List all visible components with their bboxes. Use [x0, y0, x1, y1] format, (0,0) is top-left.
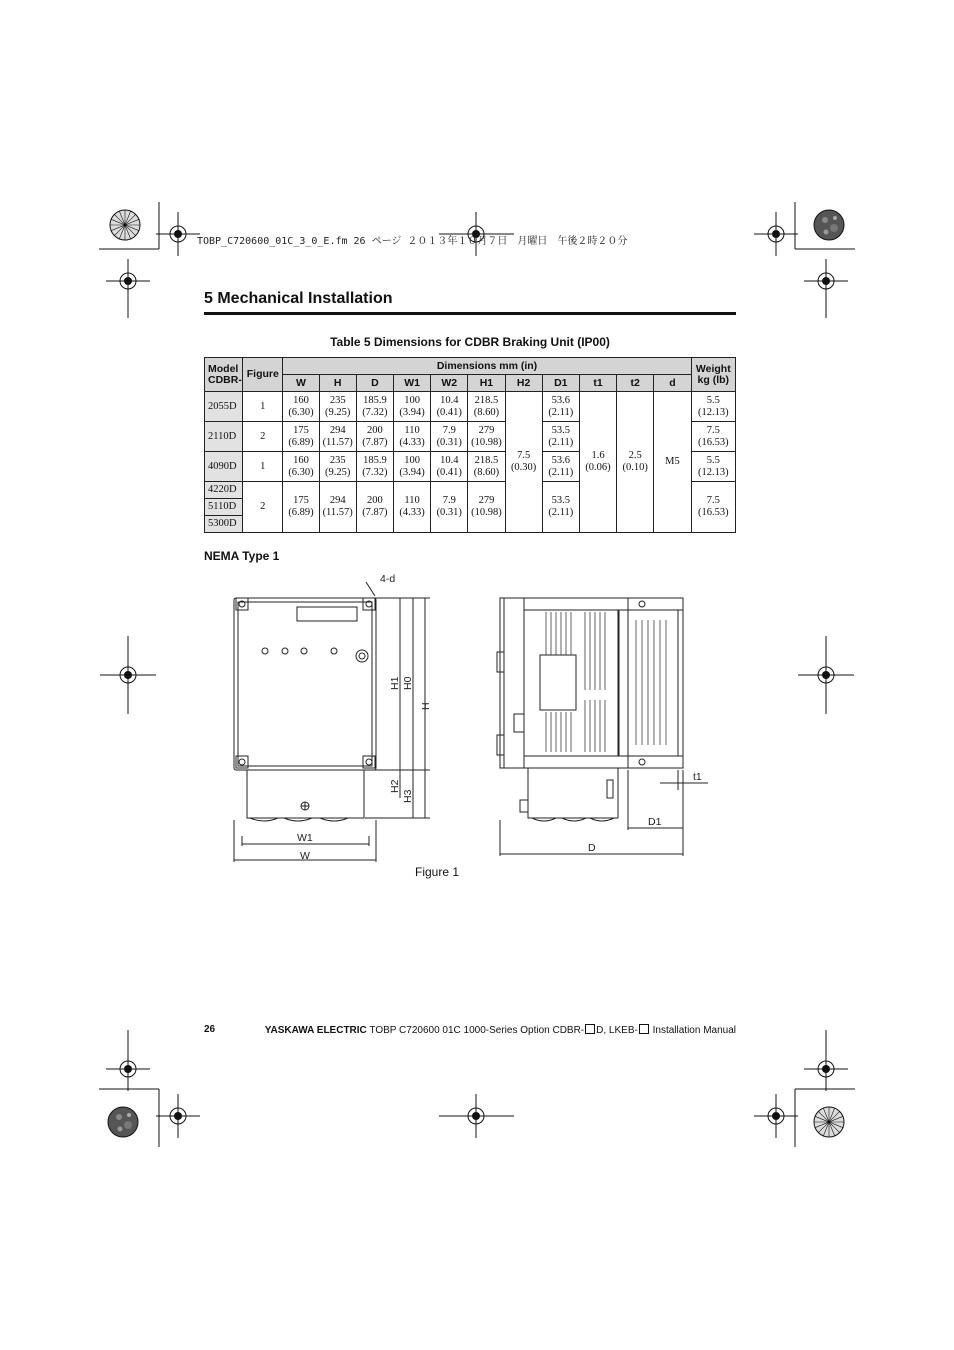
- label-h2: H2: [389, 779, 401, 793]
- header-col: H2: [505, 375, 542, 392]
- header-weight: Weight kg (lb): [691, 358, 735, 392]
- cell-h1: 279 (10.98): [468, 482, 505, 533]
- header-figure: Figure: [243, 358, 283, 392]
- cell-model: 5110D: [205, 499, 243, 516]
- cell-h: 235 (9.25): [319, 452, 356, 482]
- label-t1: t1: [693, 771, 702, 783]
- cell-d1: 53.5 (2.11): [542, 422, 579, 452]
- cell-model: 4090D: [205, 452, 243, 482]
- footer-title: [265, 1024, 736, 1036]
- cell-model: 5300D: [205, 516, 243, 533]
- cell-weight: 7.5 (16.53): [691, 482, 735, 533]
- cell-d1: 53.5 (2.11): [542, 482, 579, 533]
- label-h3: H3: [402, 789, 414, 803]
- cell-figure: 2: [243, 482, 283, 533]
- label-w1: W1: [297, 832, 313, 844]
- cell-w1: 100 (3.94): [393, 452, 430, 482]
- cell-w2: 10.4 (0.41): [431, 452, 468, 482]
- label-d1: D1: [648, 816, 662, 828]
- header-col: t1: [579, 375, 616, 392]
- header-col: D: [356, 375, 393, 392]
- cell-t2-shared: 2.5 (0.10): [617, 392, 654, 533]
- cell-d: 200 (7.87): [356, 482, 393, 533]
- cell-model: 2110D: [205, 422, 243, 452]
- cell-h1: 218.5 (8.60): [468, 392, 505, 422]
- label-w: W: [300, 850, 310, 862]
- header-col: W2: [431, 375, 468, 392]
- cell-t1-shared: 1.6 (0.06): [579, 392, 616, 533]
- header-dimensions-group: Dimensions mm (in): [283, 358, 691, 375]
- header-col: t2: [617, 375, 654, 392]
- cell-d: 185.9 (7.32): [356, 392, 393, 422]
- cell-w: 175 (6.89): [283, 482, 319, 533]
- cell-h1: 279 (10.98): [468, 422, 505, 452]
- cell-w: 160 (6.30): [283, 392, 319, 422]
- label-h: H: [420, 702, 432, 710]
- header-col: W: [283, 375, 319, 392]
- page-number: 26: [204, 1024, 216, 1035]
- cell-d1: 53.6 (2.11): [542, 392, 579, 422]
- cell-h2-shared: 7.5 (0.30): [505, 392, 542, 533]
- cell-d: 185.9 (7.32): [356, 452, 393, 482]
- cell-w1: 110 (4.33): [393, 422, 430, 452]
- cell-w: 175 (6.89): [283, 422, 319, 452]
- placeholder-box-icon: [639, 1024, 649, 1034]
- cell-h: 294 (11.57): [319, 482, 356, 533]
- cell-d1: 53.6 (2.11): [542, 452, 579, 482]
- label-h0: H0: [402, 676, 414, 690]
- table-caption: Table 5 Dimensions for CDBR Braking Unit (IP00): [330, 335, 610, 349]
- header-col: H: [319, 375, 356, 392]
- header-col: W1: [393, 375, 430, 392]
- figure-caption: Figure 1: [415, 865, 460, 879]
- cell-w: 160 (6.30): [283, 452, 319, 482]
- cell-w2: 10.4 (0.41): [431, 392, 468, 422]
- header-col: H1: [468, 375, 505, 392]
- cell-d: 200 (7.87): [356, 422, 393, 452]
- cell-h1: 218.5 (8.60): [468, 452, 505, 482]
- cell-model: 2055D: [205, 392, 243, 422]
- cell-figure: 2: [243, 422, 283, 452]
- header-col: D1: [542, 375, 579, 392]
- cell-d-shared: M5: [654, 392, 691, 533]
- label-d: D: [588, 842, 596, 854]
- cell-weight: 5.5 (12.13): [691, 452, 735, 482]
- cell-weight: 5.5 (12.13): [691, 392, 735, 422]
- footer-text-b: D, LKEB-: [596, 1025, 638, 1036]
- file-header-line: TOBP_C720600_01C_3_0_E.fm 26 ページ ２０１３年１０月７日 月曜日 午後２時２０分: [197, 236, 628, 247]
- cell-h: 235 (9.25): [319, 392, 356, 422]
- footer-text-c: Installation Manual: [652, 1025, 736, 1036]
- cell-weight: 7.5 (16.53): [691, 422, 735, 452]
- cell-model: 4220D: [205, 482, 243, 499]
- cell-figure: 1: [243, 452, 283, 482]
- label-4-d: 4-d: [380, 573, 396, 585]
- section-title: 5 Mechanical Installation: [204, 290, 393, 307]
- header-col: d: [654, 375, 691, 392]
- cell-w1: 110 (4.33): [393, 482, 430, 533]
- cell-figure: 1: [243, 392, 283, 422]
- footer-text-a: TOBP C720600 01C 1000-Series Option CDBR-: [369, 1025, 585, 1036]
- cell-w1: 100 (3.94): [393, 392, 430, 422]
- footer-brand: YASKAWA ELECTRIC: [264, 1025, 367, 1036]
- cell-h: 294 (11.57): [319, 422, 356, 452]
- front-view-drawing: [234, 598, 376, 821]
- placeholder-box-icon: [585, 1024, 595, 1034]
- cell-w2: 7.9 (0.31): [431, 422, 468, 452]
- header-model: Model CDBR-: [205, 358, 243, 392]
- nema-type-label: NEMA Type 1: [204, 549, 280, 563]
- label-h1: H1: [389, 676, 401, 690]
- cell-w2: 7.9 (0.31): [431, 482, 468, 533]
